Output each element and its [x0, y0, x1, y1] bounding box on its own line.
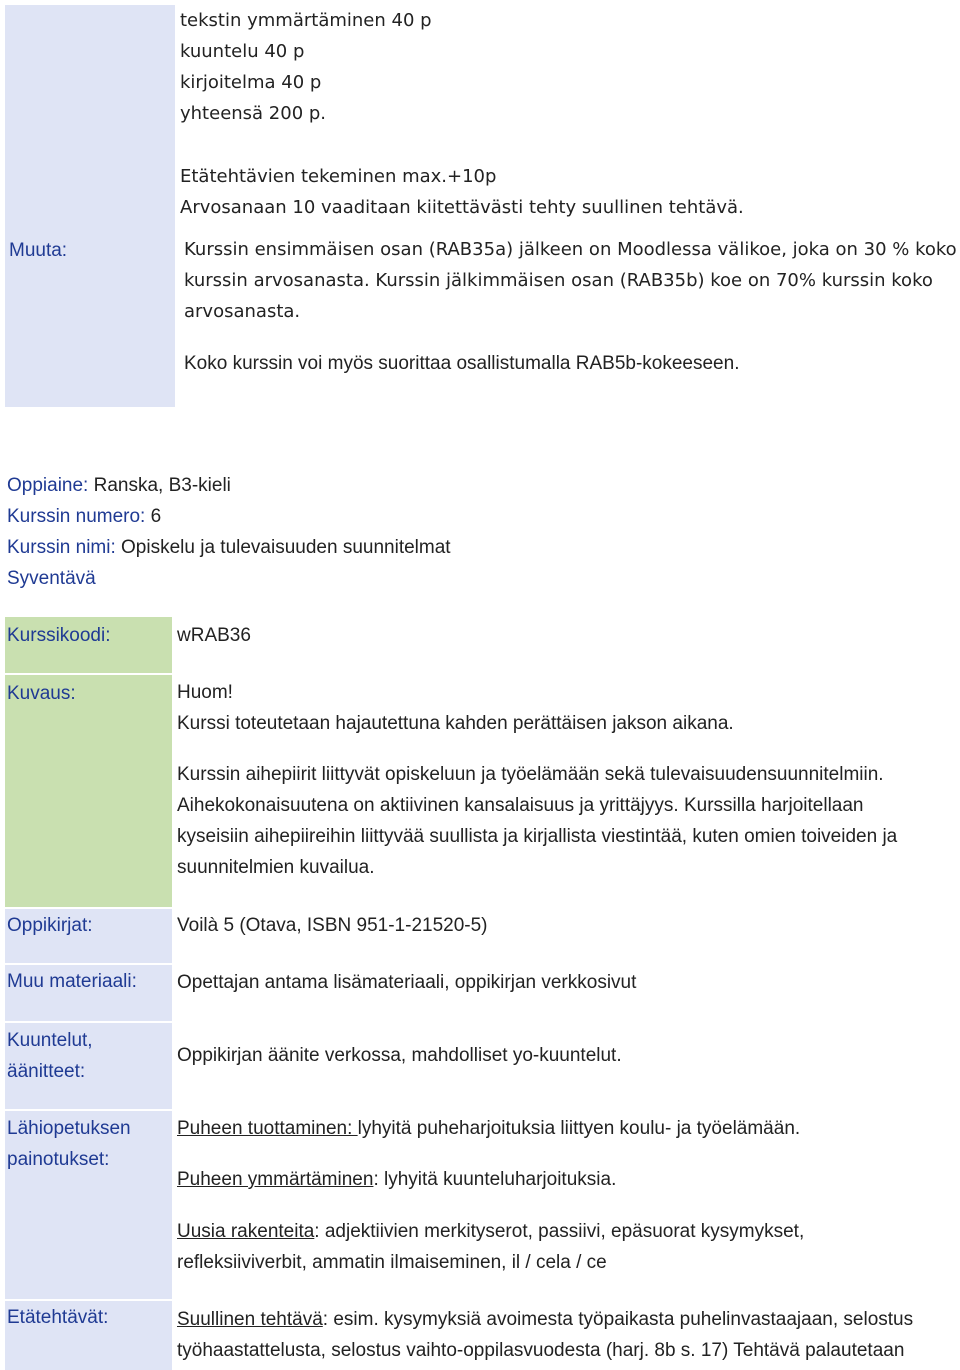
focus-p3-title: Uusia rakenteita [177, 1221, 315, 1242]
subject-line [7, 470, 451, 501]
muuta-label-cell [5, 5, 175, 407]
scores-block [180, 5, 432, 129]
name-line [7, 532, 451, 563]
number-value: 6 [145, 506, 162, 527]
description-label: Kuvaus: [7, 683, 76, 704]
homework-label: Etätehtävät: [7, 1307, 109, 1328]
focus-p2-title: Puheen ymmärtäminen [177, 1169, 374, 1190]
focus-p1-text: lyhyitä puheharjoituksia liittyen koulu- ja työelämään. [357, 1118, 801, 1139]
description-line: Kurssi toteutetaan hajautettuna kahden perättäisen jakson aikana. [177, 713, 734, 734]
note-line: arvosanasta. [184, 301, 301, 322]
materials-label: Muu materiaali: [7, 971, 137, 992]
listening-label-cell [5, 1023, 172, 1109]
homework-line2: työhaastattelusta, selostus vaihto-oppilasvuodesta (harj. 8b s. 17) Tehtävä palautetaan [177, 1340, 905, 1361]
description-line: Huom! [177, 682, 233, 703]
score-line: kirjoitelma 40 p [180, 72, 322, 93]
materials-label-cell [5, 965, 172, 1021]
listening-label-line1: Kuuntelut, [7, 1030, 93, 1051]
focus-p3-line2: refleksiiviverbit, ammatin ilmaiseminen, il / cela / ce [177, 1252, 607, 1273]
homework-title: Suullinen tehtävä [177, 1309, 323, 1330]
focus-p3-text: : adjektiivien merkityserot, passiivi, epäsuorat kysymykset, [314, 1221, 805, 1242]
listening-label [7, 1025, 93, 1087]
score-line: tekstin ymmärtäminen 40 p [180, 10, 432, 31]
description-line: suunnitelmien kuvailua. [177, 857, 375, 878]
note-line: kurssin arvosanasta. Kurssin jälkimmäisen osan (RAB35b) koe on 70% kurssin koko [184, 270, 933, 291]
focus-p3-line1 [177, 1216, 804, 1247]
course-header [7, 470, 451, 594]
focus-p2-text: : lyhyitä kuunteluharjoituksia. [373, 1169, 617, 1190]
focus-p1 [177, 1113, 800, 1144]
listening-label-line2: äänitteet: [7, 1061, 86, 1082]
description-block-2 [177, 759, 897, 883]
homework-line1 [177, 1304, 913, 1335]
name-label: Kurssin nimi: [7, 537, 116, 558]
focus-p1-title: Puheen tuottaminen: [177, 1118, 358, 1139]
score-line: yhteensä 200 p. [180, 103, 327, 124]
extra-block [180, 161, 744, 223]
focus-p3 [177, 1216, 804, 1278]
final-note: Koko kurssin voi myös suorittaa osallistumalla RAB5b-kokeeseen. [184, 353, 740, 374]
focus-label [7, 1113, 131, 1175]
level-label: Syventävä [7, 568, 96, 589]
code-label: Kurssikoodi: [7, 625, 111, 646]
description-line: Kurssin aihepiirit liittyvät opiskeluun ja työelämään sekä tulevaisuudensuunnitelmiin. [177, 764, 884, 785]
materials-value: Opettajan antama lisämateriaali, oppikirjan verkkosivut [177, 972, 637, 993]
homework-label-cell [5, 1301, 172, 1370]
description-line: kyseisiin aihepiireihin liittyvää suullista ja kirjallista viestintää, kuten omien toiveiden ja [177, 826, 898, 847]
number-label: Kurssin numero: [7, 506, 146, 527]
score-line: kuuntelu 40 p [180, 41, 305, 62]
subject-value: Ranska, B3-kieli [88, 475, 231, 496]
focus-label-line2: painotukset: [7, 1149, 110, 1170]
books-label-cell [5, 909, 172, 963]
books-label: Oppikirjat: [7, 915, 93, 936]
extra-line: Arvosanaan 10 vaaditaan kiitettävästi tehty suullinen tehtävä. [180, 197, 744, 218]
homework-text: : esim. kysymyksiä avoimesta työpaikasta puhelinvastaajaan, selostus [322, 1309, 914, 1330]
homework-block [177, 1304, 913, 1366]
listening-value: Oppikirjan äänite verkossa, mahdolliset yo-kuuntelut. [177, 1045, 622, 1066]
description-label-cell [5, 675, 172, 907]
description-line: Aihekokonaisuutena on aktiivinen kansalaisuus ja yrittäjyys. Kurssilla harjoitellaan [177, 795, 864, 816]
focus-p2 [177, 1164, 616, 1195]
note-line: Kurssin ensimmäisen osan (RAB35a) jälkeen on Moodlessa välikoe, joka on 30 % koko [184, 239, 957, 260]
code-value: wRAB36 [177, 625, 251, 646]
description-block-1 [177, 677, 734, 739]
muuta-label: Muuta: [9, 240, 68, 261]
focus-label-line1: Lähiopetuksen [7, 1118, 131, 1139]
name-value: Opiskelu ja tulevaisuuden suunnitelmat [115, 537, 451, 558]
books-value: Voilà 5 (Otava, ISBN 951-1-21520-5) [177, 915, 488, 936]
focus-label-cell [5, 1111, 172, 1299]
notes-block [184, 234, 957, 327]
subject-label: Oppiaine: [7, 475, 89, 496]
code-label-cell [5, 617, 172, 673]
number-line [7, 501, 451, 532]
extra-line: Etätehtävien tekeminen max.+10p [180, 166, 497, 187]
